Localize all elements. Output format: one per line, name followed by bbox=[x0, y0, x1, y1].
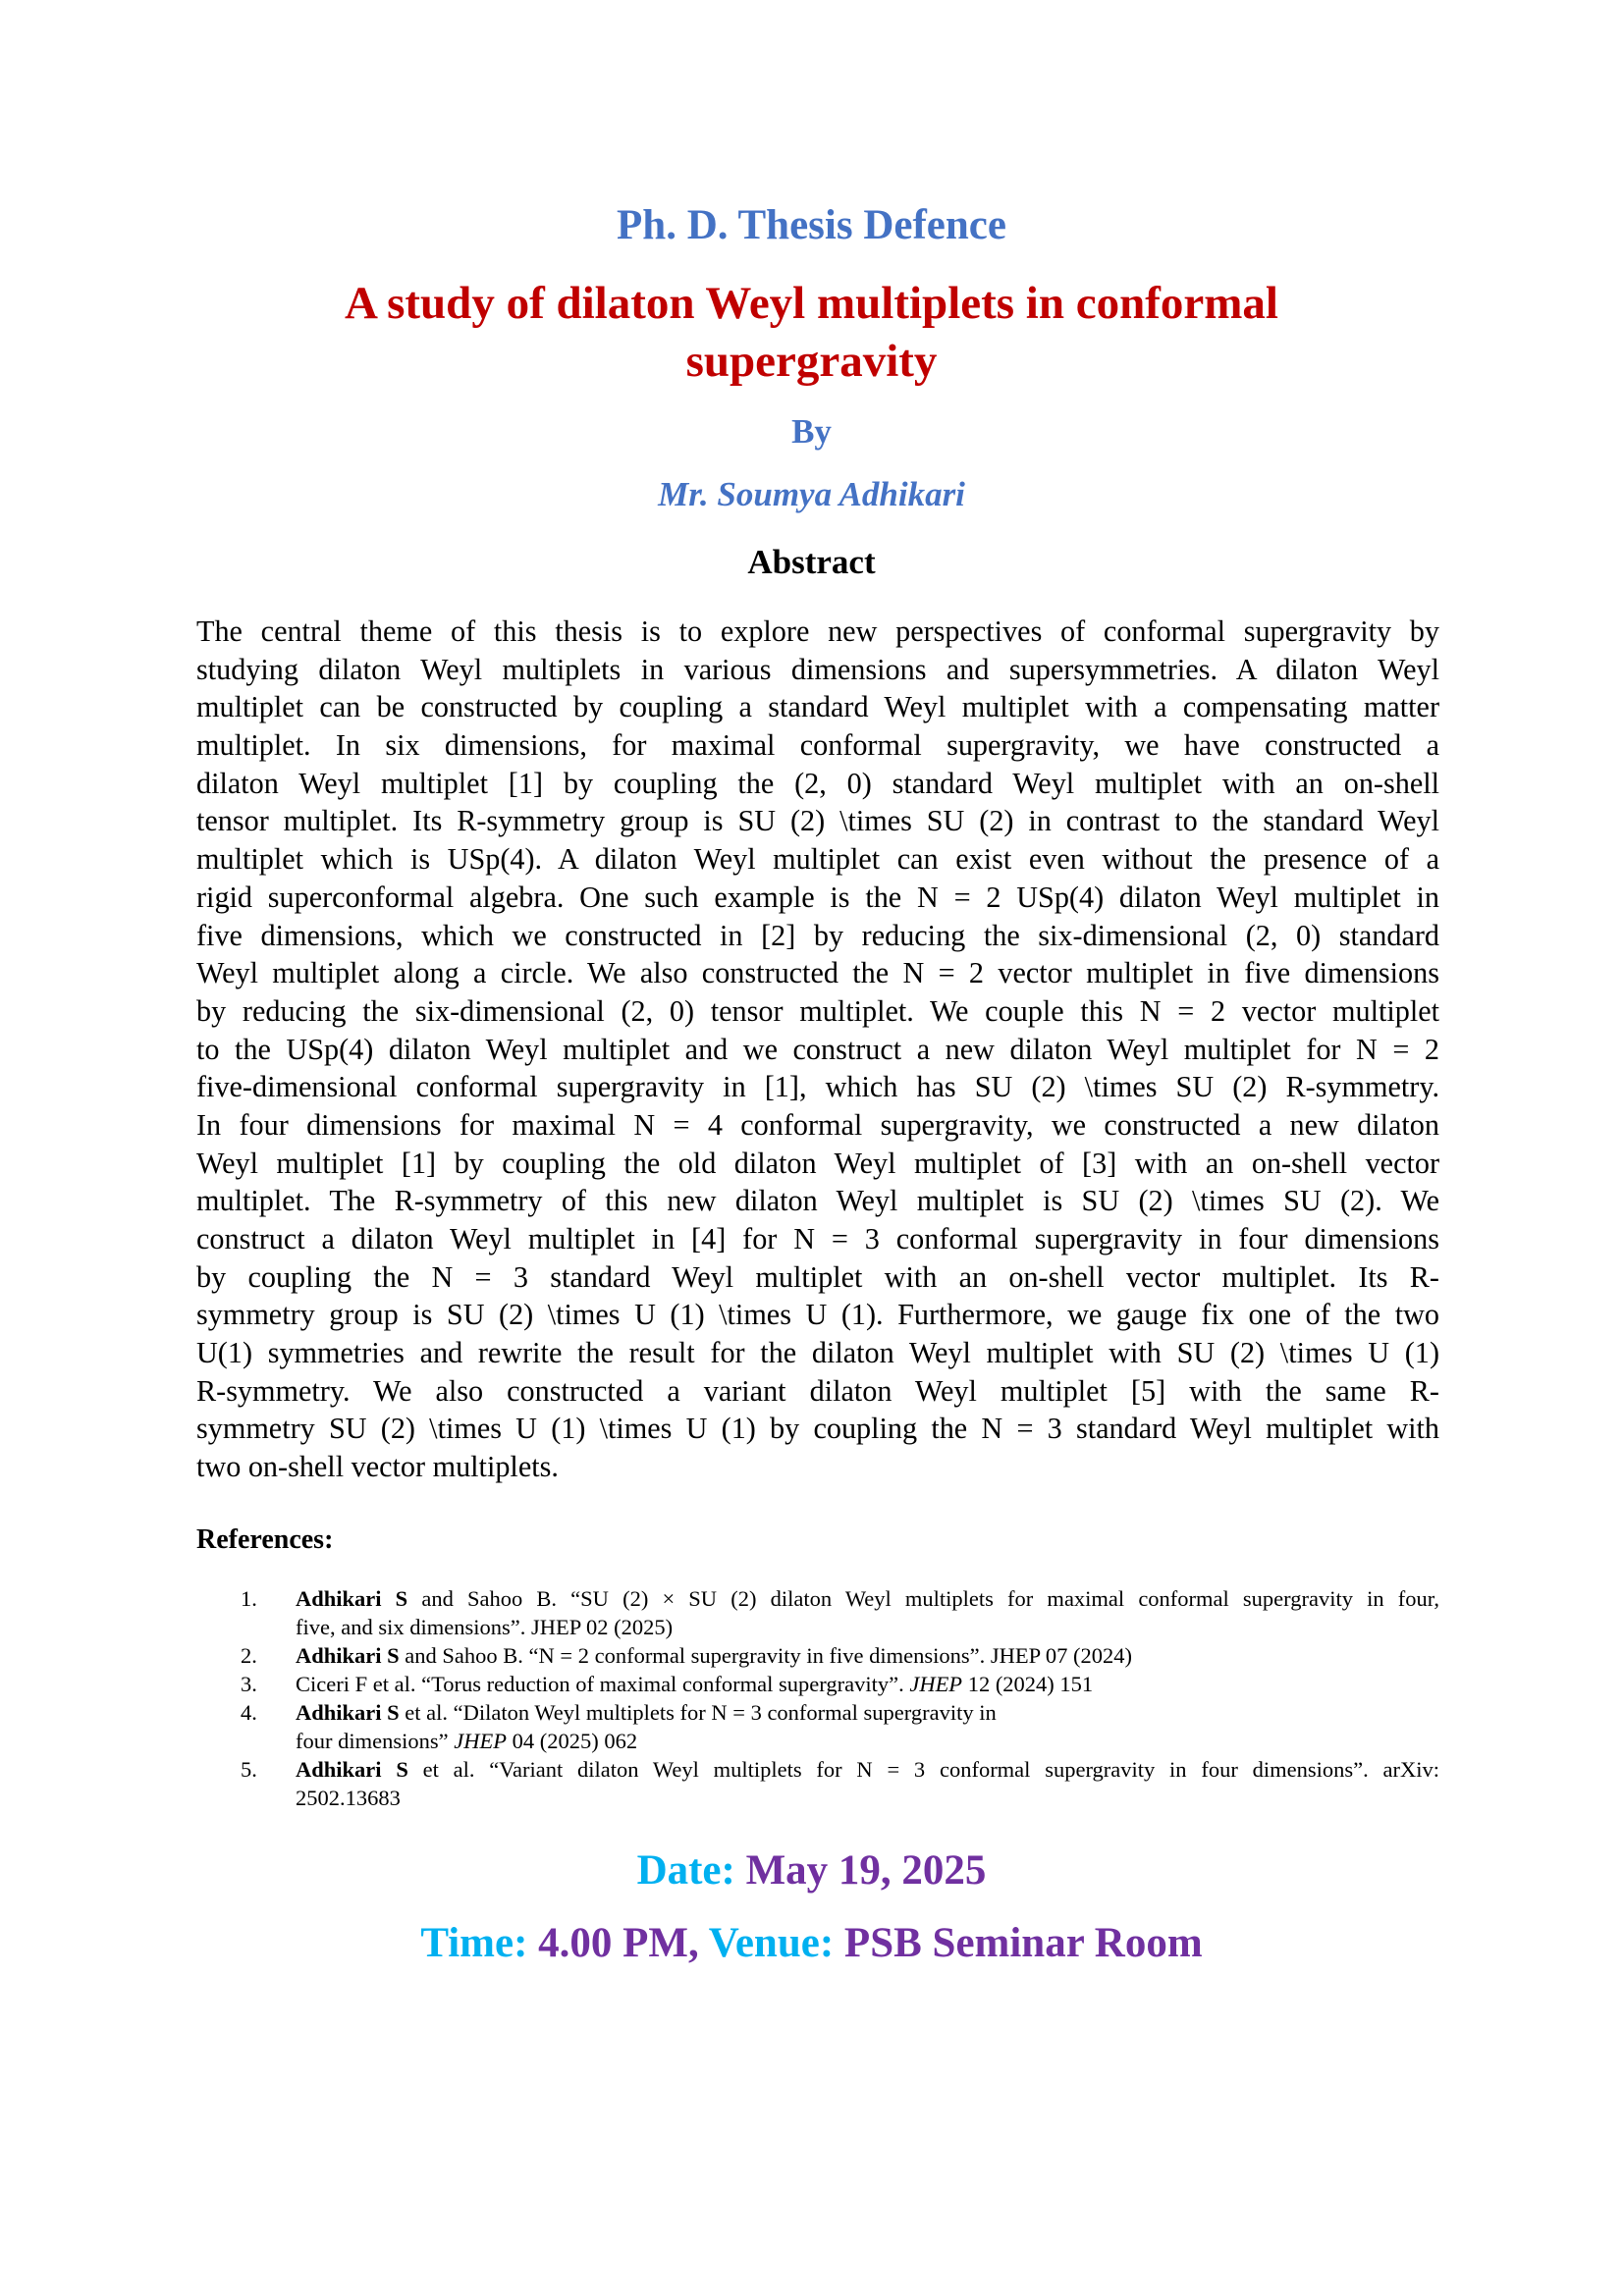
date-value: May 19, 2025 bbox=[734, 1847, 987, 1894]
abstract-line: U(1) symmetries and rewrite the result for the dilaton Weyl multiplet with SU (2) \times U (1) bbox=[196, 1336, 1439, 1370]
reference-number: 3. bbox=[241, 1672, 257, 1696]
reference-line bbox=[296, 1670, 1439, 1698]
references-list bbox=[241, 1584, 1439, 1812]
by-label: By bbox=[791, 412, 832, 451]
time-value: 4.00 PM, bbox=[527, 1920, 699, 1966]
thesis-title-line-1: A study of dilaton Weyl multiplets in conformal bbox=[345, 278, 1278, 329]
abstract-line: multiplet which is USp(4). A dilaton Weyl multiplet can exist even without the presence of a bbox=[196, 842, 1439, 877]
reference-text: Ciceri F et al. “Torus reduction of maximal conformal supergravity”. bbox=[296, 1672, 910, 1696]
reference-journal: JHEP bbox=[909, 1672, 963, 1696]
reference-line: five, and six dimensions”. JHEP 02 (2025) bbox=[296, 1615, 674, 1639]
reference-text: four dimensions” bbox=[296, 1729, 455, 1753]
reference-line bbox=[296, 1727, 1439, 1755]
abstract-body bbox=[196, 613, 1439, 1486]
reference-text: 12 (2024) 151 bbox=[962, 1672, 1094, 1696]
abstract-line: multiplet. In six dimensions, for maximal conformal supergravity, we have constructed a bbox=[196, 728, 1439, 763]
reference-author: Adhikari S bbox=[296, 1643, 400, 1668]
reference-line bbox=[296, 1641, 1439, 1670]
thesis-title-line-2: supergravity bbox=[685, 336, 938, 387]
abstract-line: symmetry group is SU (2) \times U (1) \times U (1). Furthermore, we gauge fix one of the two bbox=[196, 1298, 1439, 1332]
thesis-title bbox=[0, 275, 1623, 391]
venue-label: Venue: bbox=[698, 1920, 835, 1966]
reference-author: Adhikari S bbox=[296, 1757, 408, 1782]
reference-author: Adhikari S bbox=[296, 1700, 400, 1725]
reference-text: and Sahoo B. “SU (2) × SU (2) dilaton Weyl multiplets for maximal conformal supergravity in four, bbox=[407, 1586, 1439, 1611]
abstract-line: multiplet can be constructed by coupling a standard Weyl multiplet with a compensating matter bbox=[196, 690, 1439, 724]
reference-line: 2502.13683 bbox=[296, 1786, 401, 1810]
reference-number: 5. bbox=[241, 1757, 257, 1782]
reference-item bbox=[241, 1698, 1439, 1755]
reference-text: and Sahoo B. “N = 2 conformal supergravity in five dimensions”. JHEP 07 (2024) bbox=[399, 1643, 1132, 1668]
presenter-name: Mr. Soumya Adhikari bbox=[658, 475, 965, 513]
reference-number: 1. bbox=[241, 1586, 257, 1611]
abstract-heading: Abstract bbox=[747, 543, 876, 581]
references-heading: References: bbox=[196, 1524, 334, 1555]
reference-item bbox=[241, 1670, 1439, 1698]
abstract-line: construct a dilaton Weyl multiplet in [4] for N = 3 conformal supergravity in four dimensions bbox=[196, 1222, 1439, 1255]
event-heading: Ph. D. Thesis Defence bbox=[617, 202, 1006, 248]
reference-line bbox=[296, 1698, 1439, 1727]
reference-line bbox=[296, 1584, 1439, 1613]
event-time-venue bbox=[0, 1917, 1623, 1970]
reference-line bbox=[296, 1755, 1439, 1784]
abstract-line: by reducing the six-dimensional (2, 0) tensor multiplet. We couple this N = 2 vector multiplet bbox=[196, 993, 1439, 1028]
abstract-line: five-dimensional conformal supergravity in [1], which has SU (2) \times SU (2) R-symmetry. bbox=[196, 1070, 1439, 1104]
abstract-line: multiplet. The R-symmetry of this new dilaton Weyl multiplet is SU (2) \times SU (2). We bbox=[196, 1184, 1439, 1218]
reference-item bbox=[241, 1641, 1439, 1670]
abstract-line: studying dilaton Weyl multiplets in various dimensions and supersymmetries. A dilaton Weyl bbox=[196, 652, 1439, 686]
reference-item bbox=[241, 1584, 1439, 1641]
abstract-line: symmetry SU (2) \times U (1) \times U (1) by coupling the N = 3 standard Weyl multiplet with bbox=[196, 1412, 1439, 1446]
reference-item bbox=[241, 1755, 1439, 1812]
abstract-line: tensor multiplet. Its R-symmetry group is SU (2) \times SU (2) in contrast to the standard Weyl bbox=[196, 804, 1439, 838]
abstract-line: rigid superconformal algebra. One such example is the N = 2 USp(4) dilaton Weyl multiplet in bbox=[196, 880, 1439, 914]
abstract-line: In four dimensions for maximal N = 4 conformal supergravity, we constructed a new dilaton bbox=[196, 1107, 1439, 1142]
time-label: Time: bbox=[420, 1920, 528, 1966]
abstract-line: R-symmetry. We also constructed a variant dilaton Weyl multiplet [5] with the same R- bbox=[196, 1373, 1439, 1408]
reference-text: et al. “Dilaton Weyl multiplets for N = 3 conformal supergravity in bbox=[399, 1700, 997, 1725]
abstract-line: The central theme of this thesis is to explore new perspectives of conformal supergravity by bbox=[196, 614, 1439, 648]
abstract-line: Weyl multiplet along a circle. We also constructed the N = 2 vector multiplet in five dimensions bbox=[196, 956, 1439, 990]
abstract-line: by coupling the N = 3 standard Weyl multiplet with an on-shell vector multiplet. Its R- bbox=[196, 1259, 1439, 1294]
reference-author: Adhikari S bbox=[296, 1586, 408, 1611]
abstract-line: five dimensions, which we constructed in [2] by reducing the six-dimensional (2, 0) standard bbox=[196, 918, 1439, 952]
abstract-line: to the USp(4) dilaton Weyl multiplet and we construct a new dilaton Weyl multiplet for N = 2 bbox=[196, 1032, 1439, 1066]
venue-value: PSB Seminar Room bbox=[834, 1920, 1203, 1966]
reference-number: 2. bbox=[241, 1643, 257, 1668]
reference-journal: JHEP bbox=[454, 1729, 507, 1753]
date-label: Date: bbox=[636, 1847, 735, 1894]
reference-number: 4. bbox=[241, 1700, 257, 1725]
reference-text: 04 (2025) 062 bbox=[506, 1729, 638, 1753]
abstract-line: Weyl multiplet [1] by coupling the old dilaton Weyl multiplet of [3] with an on-shell vector bbox=[196, 1146, 1439, 1180]
reference-text: et al. “Variant dilaton Weyl multiplets for N = 3 conformal supergravity in four dimensions”. arXiv: bbox=[407, 1757, 1439, 1782]
abstract-line: dilaton Weyl multiplet [1] by coupling the (2, 0) standard Weyl multiplet with an on-shell bbox=[196, 766, 1439, 800]
event-date bbox=[0, 1844, 1623, 1897]
abstract-line: two on-shell vector multiplets. bbox=[196, 1450, 559, 1484]
